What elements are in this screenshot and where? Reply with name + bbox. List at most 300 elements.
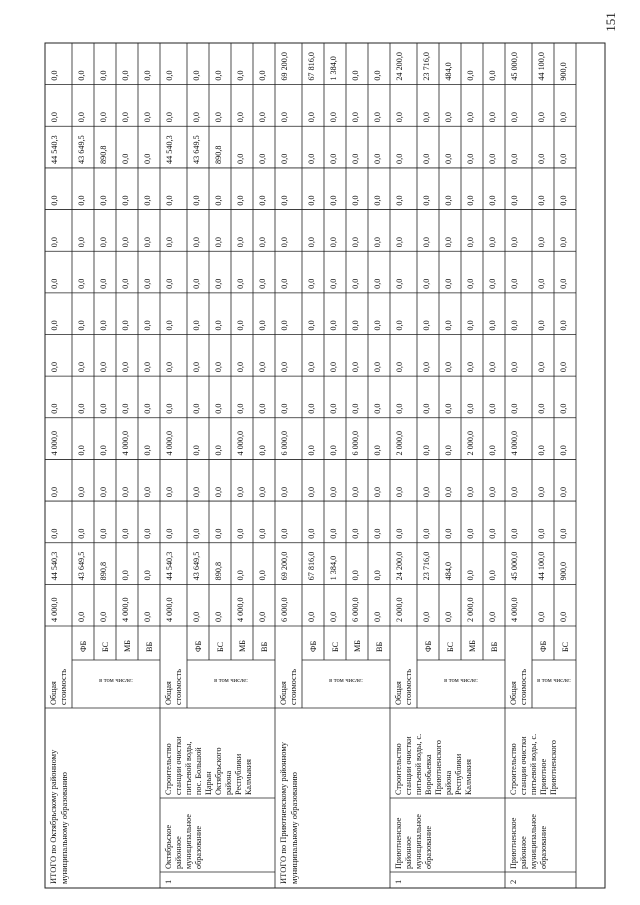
value-cell: 900,0 xyxy=(559,62,568,81)
total-cost-label: Общая xyxy=(164,681,173,705)
value-cell: 23 716,0 xyxy=(422,51,431,81)
value-cell: 0,0 xyxy=(165,278,174,289)
value-cell: 0,0 xyxy=(537,403,546,414)
value-cell: 0,0 xyxy=(280,528,289,539)
value-cell: 0,0 xyxy=(214,611,223,622)
value-cell: 0,0 xyxy=(422,528,431,539)
value-cell: 0,0 xyxy=(236,112,245,123)
fund-label: БС xyxy=(446,641,455,652)
value-cell: 0,0 xyxy=(121,112,130,123)
value-cell: 0,0 xyxy=(466,403,475,414)
value-cell: 0,0 xyxy=(422,236,431,248)
value-cell: 0,0 xyxy=(192,403,201,414)
value-cell: 0,0 xyxy=(121,153,130,164)
value-cell: 0,0 xyxy=(307,153,316,164)
municipality-name: Приютненское xyxy=(509,817,518,869)
value-cell: 0,0 xyxy=(510,361,519,373)
value-cell: 0,0 xyxy=(143,486,152,498)
value-cell: 0,0 xyxy=(373,570,382,581)
value-cell: 0,0 xyxy=(143,70,152,81)
value-cell: 0,0 xyxy=(236,236,245,248)
value-cell: 0,0 xyxy=(50,112,59,123)
value-cell: 0,0 xyxy=(280,195,289,206)
value-cell: 0,0 xyxy=(77,361,86,373)
value-cell: 0,0 xyxy=(214,403,223,414)
value-cell: 0,0 xyxy=(488,278,497,289)
value-cell: 0,0 xyxy=(99,403,108,414)
value-cell: 0,0 xyxy=(537,361,546,373)
value-cell: 0,0 xyxy=(143,403,152,414)
value-cell: 0,0 xyxy=(351,361,360,373)
value-cell: 0,0 xyxy=(466,528,475,539)
row-number: 2 xyxy=(508,879,518,884)
value-cell: 0,0 xyxy=(329,361,338,373)
value-cell: 0,0 xyxy=(395,403,404,414)
value-cell: 0,0 xyxy=(444,445,453,456)
value-cell: 0,0 xyxy=(165,112,174,123)
value-cell: 0,0 xyxy=(488,528,497,539)
value-cell: 0,0 xyxy=(214,361,223,373)
value-cell: 0,0 xyxy=(422,611,431,622)
value-cell: 0,0 xyxy=(77,112,86,123)
value-cell: 0,0 xyxy=(121,236,130,248)
value-cell: 0,0 xyxy=(143,570,152,581)
value-cell: 0,0 xyxy=(351,195,360,206)
value-cell: 0,0 xyxy=(236,195,245,206)
value-cell: 0,0 xyxy=(537,528,546,539)
value-cell: 0,0 xyxy=(537,112,546,123)
value-cell: 0,0 xyxy=(444,361,453,373)
object-name: Приютненского xyxy=(549,740,558,795)
municipality-name: образование xyxy=(539,825,548,869)
total-cost-label: стоимость xyxy=(59,668,68,705)
value-cell: 0,0 xyxy=(351,403,360,414)
value-cell: 0,0 xyxy=(373,403,382,414)
value-cell: 67 816,0 xyxy=(307,51,316,81)
value-cell: 0,0 xyxy=(192,445,201,456)
value-cell: 0,0 xyxy=(258,320,267,331)
value-cell: 0,0 xyxy=(50,236,59,248)
value-cell: 1 384,0 xyxy=(329,56,338,81)
value-cell: 0,0 xyxy=(99,361,108,373)
fund-label: БС xyxy=(331,641,340,652)
municipality-name: муниципальное xyxy=(184,814,193,869)
value-cell: 0,0 xyxy=(121,570,130,581)
row-number: 1 xyxy=(163,879,173,884)
value-cell: 0,0 xyxy=(143,445,152,456)
value-cell: 0,0 xyxy=(466,153,475,164)
value-cell: 0,0 xyxy=(488,153,497,164)
value-cell: 0,0 xyxy=(165,486,174,498)
value-cell: 0,0 xyxy=(351,528,360,539)
fund-label: ВБ xyxy=(490,641,499,652)
value-cell: 0,0 xyxy=(236,70,245,81)
value-cell: 0,0 xyxy=(280,236,289,248)
object-name: станции очистки xyxy=(519,736,528,795)
value-cell: 0,0 xyxy=(99,528,108,539)
value-cell: 0,0 xyxy=(422,195,431,206)
value-cell: 0,0 xyxy=(307,361,316,373)
value-cell: 0,0 xyxy=(77,236,86,248)
value-cell: 0,0 xyxy=(236,570,245,581)
total-cost-label: стоимость xyxy=(404,668,413,705)
municipality-name: Октябрьское xyxy=(164,824,173,869)
value-cell: 0,0 xyxy=(466,112,475,123)
municipality-name: Приютненское xyxy=(394,817,403,869)
value-cell: 4 000,0 xyxy=(165,597,174,622)
value-cell: 0,0 xyxy=(192,236,201,248)
fund-label: ФБ xyxy=(79,640,88,652)
value-cell: 0,0 xyxy=(559,403,568,414)
value-cell: 0,0 xyxy=(50,278,59,289)
value-cell: 0,0 xyxy=(444,153,453,164)
fund-label: БС xyxy=(561,641,570,652)
value-cell: 0,0 xyxy=(329,611,338,622)
in-that-label: в том числе: xyxy=(329,677,363,684)
value-cell: 0,0 xyxy=(351,236,360,248)
value-cell: 0,0 xyxy=(214,278,223,289)
value-cell: 0,0 xyxy=(50,528,59,539)
value-cell: 0,0 xyxy=(488,320,497,331)
value-cell: 0,0 xyxy=(444,195,453,206)
value-cell: 4 000,0 xyxy=(121,597,130,622)
value-cell: 0,0 xyxy=(143,153,152,164)
in-that-label: в том числе: xyxy=(444,677,478,684)
value-cell: 44 540,3 xyxy=(165,135,174,164)
value-cell: 0,0 xyxy=(537,611,546,622)
value-cell: 0,0 xyxy=(351,570,360,581)
value-cell: 0,0 xyxy=(77,195,86,206)
value-cell: 0,0 xyxy=(258,445,267,456)
value-cell: 0,0 xyxy=(537,153,546,164)
value-cell: 0,0 xyxy=(165,70,174,81)
value-cell: 0,0 xyxy=(373,611,382,622)
value-cell: 0,0 xyxy=(373,236,382,248)
object-name: питьевой воды, с. xyxy=(529,733,538,795)
page-number: 151 xyxy=(602,12,618,32)
value-cell: 45 000,0 xyxy=(510,51,519,81)
value-cell: 0,0 xyxy=(422,403,431,414)
fund-label: БС xyxy=(101,641,110,652)
value-cell: 0,0 xyxy=(466,320,475,331)
value-cell: 0,0 xyxy=(444,528,453,539)
value-cell: 0,0 xyxy=(214,195,223,206)
value-cell: 0,0 xyxy=(444,611,453,622)
value-cell: 0,0 xyxy=(395,486,404,498)
value-cell: 0,0 xyxy=(329,445,338,456)
value-cell: 0,0 xyxy=(537,320,546,331)
value-cell: 0,0 xyxy=(165,236,174,248)
object-name: Калмыкия xyxy=(464,759,473,795)
value-cell: 0,0 xyxy=(258,486,267,498)
value-cell: 0,0 xyxy=(373,528,382,539)
value-cell: 0,0 xyxy=(307,195,316,206)
value-cell: 0,0 xyxy=(258,403,267,414)
value-cell: 0,0 xyxy=(559,153,568,164)
value-cell: 43 649,5 xyxy=(192,135,201,164)
value-cell: 890,8 xyxy=(214,145,223,164)
value-cell: 0,0 xyxy=(258,528,267,539)
value-cell: 44 100,0 xyxy=(537,51,546,81)
value-cell: 0,0 xyxy=(329,195,338,206)
value-cell: 0,0 xyxy=(165,361,174,373)
value-cell: 890,8 xyxy=(214,561,223,581)
value-cell: 0,0 xyxy=(258,570,267,581)
value-cell: 0,0 xyxy=(488,70,497,81)
value-cell: 0,0 xyxy=(99,278,108,289)
value-cell: 0,0 xyxy=(329,528,338,539)
value-cell: 0,0 xyxy=(258,195,267,206)
value-cell: 0,0 xyxy=(559,278,568,289)
value-cell: 0,0 xyxy=(214,112,223,123)
value-cell: 0,0 xyxy=(307,611,316,622)
value-cell: 44 540,3 xyxy=(165,551,174,581)
value-cell: 2 000,0 xyxy=(395,597,404,622)
value-cell: 0,0 xyxy=(422,153,431,164)
value-cell: 0,0 xyxy=(351,278,360,289)
value-cell: 0,0 xyxy=(258,236,267,248)
object-name: Республики xyxy=(454,753,463,795)
value-cell: 0,0 xyxy=(214,528,223,539)
value-cell: 0,0 xyxy=(280,403,289,414)
value-cell: 0,0 xyxy=(488,195,497,206)
value-cell: 6 000,0 xyxy=(280,597,289,622)
value-cell: 0,0 xyxy=(466,236,475,248)
object-name: питьевой воды, xyxy=(184,741,193,795)
value-cell: 0,0 xyxy=(280,320,289,331)
value-cell: 0,0 xyxy=(258,153,267,164)
value-cell: 0,0 xyxy=(192,320,201,331)
object-name: Республики xyxy=(234,753,243,795)
value-cell: 4 000,0 xyxy=(510,597,519,622)
value-cell: 0,0 xyxy=(236,361,245,373)
value-cell: 0,0 xyxy=(510,195,519,206)
value-cell: 43 649,5 xyxy=(77,135,86,164)
value-cell: 0,0 xyxy=(329,403,338,414)
total-cost-label: стоимость xyxy=(519,668,528,705)
value-cell: 0,0 xyxy=(510,236,519,248)
value-cell: 0,0 xyxy=(121,320,130,331)
value-cell: 0,0 xyxy=(50,70,59,81)
value-cell: 2 000,0 xyxy=(395,430,404,456)
in-that-label: в том числе: xyxy=(99,677,133,684)
value-cell: 0,0 xyxy=(444,486,453,498)
value-cell: 0,0 xyxy=(444,112,453,123)
value-cell: 0,0 xyxy=(395,320,404,331)
value-cell: 0,0 xyxy=(559,486,568,498)
value-cell: 0,0 xyxy=(121,528,130,539)
fund-label: ФБ xyxy=(309,640,318,652)
value-cell: 0,0 xyxy=(559,195,568,206)
value-cell: 0,0 xyxy=(559,528,568,539)
municipality-name: районное xyxy=(404,836,413,869)
value-cell: 0,0 xyxy=(422,278,431,289)
value-cell: 0,0 xyxy=(50,486,59,498)
value-cell: 0,0 xyxy=(99,611,108,622)
fund-label: ФБ xyxy=(539,640,548,652)
financing-table xyxy=(45,43,605,888)
value-cell: 0,0 xyxy=(280,486,289,498)
value-cell: 0,0 xyxy=(373,195,382,206)
value-cell: 0,0 xyxy=(488,361,497,373)
value-cell: 0,0 xyxy=(329,112,338,123)
value-cell: 6 000,0 xyxy=(351,430,360,456)
value-cell: 0,0 xyxy=(165,528,174,539)
value-cell: 0,0 xyxy=(466,570,475,581)
value-cell: 0,0 xyxy=(444,320,453,331)
value-cell: 0,0 xyxy=(99,445,108,456)
value-cell: 0,0 xyxy=(510,278,519,289)
value-cell: 0,0 xyxy=(466,361,475,373)
fund-label: ФБ xyxy=(424,640,433,652)
value-cell: 0,0 xyxy=(488,236,497,248)
fund-label: ВБ xyxy=(145,641,154,652)
value-cell: 0,0 xyxy=(50,320,59,331)
value-cell: 0,0 xyxy=(143,361,152,373)
value-cell: 0,0 xyxy=(165,195,174,206)
value-cell: 0,0 xyxy=(192,361,201,373)
value-cell: 0,0 xyxy=(99,236,108,248)
object-name: станции очистки xyxy=(404,736,413,795)
value-cell: 0,0 xyxy=(537,195,546,206)
value-cell: 43 649,5 xyxy=(77,551,86,581)
value-cell: 0,0 xyxy=(488,112,497,123)
municipality-name: муниципальное xyxy=(414,814,423,869)
object-name: района xyxy=(444,770,453,795)
value-cell: 0,0 xyxy=(488,611,497,622)
value-cell: 0,0 xyxy=(121,486,130,498)
value-cell: 0,0 xyxy=(192,70,201,81)
value-cell: 0,0 xyxy=(50,403,59,414)
value-cell: 4 000,0 xyxy=(165,430,174,456)
value-cell: 0,0 xyxy=(165,320,174,331)
value-cell: 0,0 xyxy=(510,320,519,331)
value-cell: 0,0 xyxy=(143,278,152,289)
value-cell: 0,0 xyxy=(373,361,382,373)
value-cell: 0,0 xyxy=(329,320,338,331)
value-cell: 0,0 xyxy=(444,278,453,289)
value-cell: 0,0 xyxy=(373,112,382,123)
fund-label: ВБ xyxy=(260,641,269,652)
value-cell: 0,0 xyxy=(121,403,130,414)
value-cell: 0,0 xyxy=(143,195,152,206)
value-cell: 0,0 xyxy=(280,278,289,289)
total-cost-label: Общая xyxy=(509,681,518,705)
total-cost-label: Общая xyxy=(394,681,403,705)
value-cell: 0,0 xyxy=(143,236,152,248)
value-cell: 0,0 xyxy=(395,278,404,289)
value-cell: 0,0 xyxy=(373,153,382,164)
object-name: станции очистки xyxy=(174,736,183,795)
value-cell: 0,0 xyxy=(214,236,223,248)
value-cell: 0,0 xyxy=(258,278,267,289)
value-cell: 0,0 xyxy=(192,112,201,123)
value-cell: 0,0 xyxy=(258,112,267,123)
value-cell: 4 000,0 xyxy=(121,430,130,456)
fund-label: МБ xyxy=(238,640,247,652)
value-cell: 69 200,0 xyxy=(280,551,289,581)
municipality-name: районное xyxy=(174,836,183,869)
value-cell: 4 000,0 xyxy=(50,430,59,456)
value-cell: 0,0 xyxy=(236,486,245,498)
value-cell: 890,8 xyxy=(99,145,108,164)
fund-label: ФБ xyxy=(194,640,203,652)
object-name: Строительство xyxy=(164,743,173,795)
value-cell: 0,0 xyxy=(488,486,497,498)
value-cell: 0,0 xyxy=(192,528,201,539)
value-cell: 23 716,0 xyxy=(422,551,431,581)
value-cell: 890,8 xyxy=(99,561,108,581)
value-cell: 0,0 xyxy=(121,195,130,206)
value-cell: 0,0 xyxy=(77,528,86,539)
value-cell: 0,0 xyxy=(510,403,519,414)
value-cell: 0,0 xyxy=(510,153,519,164)
value-cell: 0,0 xyxy=(351,486,360,498)
value-cell: 0,0 xyxy=(422,320,431,331)
value-cell: 0,0 xyxy=(307,528,316,539)
total-cost-label: Общая xyxy=(49,681,58,705)
value-cell: 484,0 xyxy=(444,561,453,581)
value-cell: 0,0 xyxy=(466,195,475,206)
value-cell: 44 540,3 xyxy=(50,135,59,164)
value-cell: 0,0 xyxy=(537,278,546,289)
value-cell: 0,0 xyxy=(77,278,86,289)
value-cell: 0,0 xyxy=(510,528,519,539)
value-cell: 69 200,0 xyxy=(280,51,289,81)
value-cell: 0,0 xyxy=(121,361,130,373)
value-cell: 0,0 xyxy=(192,486,201,498)
value-cell: 0,0 xyxy=(307,320,316,331)
value-cell: 0,0 xyxy=(258,361,267,373)
fund-label: МБ xyxy=(353,640,362,652)
value-cell: 0,0 xyxy=(466,70,475,81)
value-cell: 4 000,0 xyxy=(50,597,59,622)
value-cell: 24 200,0 xyxy=(395,51,404,81)
value-cell: 0,0 xyxy=(236,528,245,539)
municipality-name: образование xyxy=(424,825,433,869)
object-name: Октябрьского xyxy=(214,747,223,795)
object-name: Строительство xyxy=(394,743,403,795)
value-cell: 0,0 xyxy=(373,278,382,289)
value-cell: 0,0 xyxy=(559,445,568,456)
total-cost-label: стоимость xyxy=(174,668,183,705)
value-cell: 0,0 xyxy=(99,486,108,498)
value-cell: 0,0 xyxy=(77,611,86,622)
value-cell: 0,0 xyxy=(537,445,546,456)
summary-label: ИТОГО по Октябрьскому районному xyxy=(48,749,58,884)
value-cell: 900,0 xyxy=(559,561,568,581)
object-name: Приютненского xyxy=(434,740,443,795)
value-cell: 4 000,0 xyxy=(510,430,519,456)
value-cell: 0,0 xyxy=(192,278,201,289)
fund-label: ВБ xyxy=(375,641,384,652)
value-cell: 0,0 xyxy=(466,486,475,498)
value-cell: 0,0 xyxy=(351,112,360,123)
value-cell: 0,0 xyxy=(559,112,568,123)
municipality-name: муниципальное xyxy=(529,814,538,869)
value-cell: 0,0 xyxy=(307,112,316,123)
object-name: Строительство xyxy=(509,743,518,795)
value-cell: 0,0 xyxy=(236,278,245,289)
value-cell: 0,0 xyxy=(395,153,404,164)
value-cell: 0,0 xyxy=(488,403,497,414)
value-cell: 0,0 xyxy=(373,320,382,331)
value-cell: 0,0 xyxy=(307,236,316,248)
value-cell: 0,0 xyxy=(121,278,130,289)
value-cell: 0,0 xyxy=(236,403,245,414)
value-cell: 0,0 xyxy=(99,112,108,123)
value-cell: 0,0 xyxy=(351,70,360,81)
